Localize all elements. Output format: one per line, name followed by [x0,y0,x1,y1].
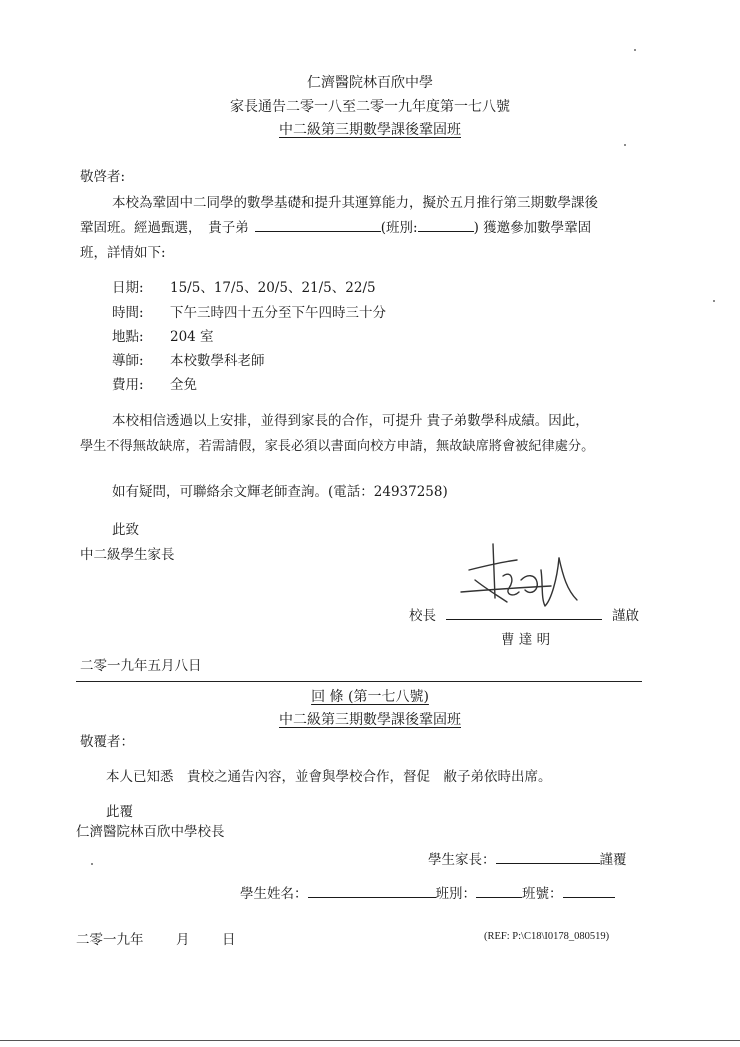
class-label: 班別： [435,886,476,902]
number-label: 班號： [522,886,563,902]
principal-label-text: 校長 [409,608,436,624]
detail-row-tutor [112,349,265,369]
para1-line2 [80,216,591,236]
scan-speck [91,863,93,865]
reply-subject [0,709,740,729]
detail-label: 導師: [112,353,144,369]
reply-date-year: 二零一九年 [76,932,144,948]
page-bottom-edge [0,1040,740,1041]
detail-label: 日期: [112,280,144,296]
principal-signature-line [446,607,602,620]
detail-value: 全免 [170,377,197,393]
para3-contact: 如有疑問，可聯絡余文輝老師查詢。(電話：24937258) [112,484,448,500]
tear-off-divider [76,681,642,682]
school-name: 仁濟醫院林百欣中學 [307,75,433,91]
closing: 此致 [112,522,139,538]
reply-recipient: 仁濟醫院林百欣中學校長 [76,824,225,840]
salutation: 敬啓者: [80,169,126,185]
detail-value: 204 室 [170,329,214,345]
reply-closing: 此覆 [106,804,133,820]
detail-label: 費用: [112,377,144,393]
student-name-label: 學生姓名： [240,886,308,902]
reply-date-month: 月 [176,932,190,948]
parent-signature-row [428,848,627,868]
recipient: 中二級學生家長 [80,547,175,563]
notice-date: 二零一九年五月八日 [80,658,202,674]
para1-line3: 班，詳情如下: [80,245,166,261]
notice-subject-text: 中二級第三期數學課後鞏固班 [279,122,461,138]
scan-speck [634,49,636,51]
detail-row-venue [112,325,214,345]
student-name-field [308,885,436,898]
para2-line1: 本校相信透過以上安排，並得到家長的合作，可提升 貴子弟數學科成績。因此， [112,413,589,429]
detail-row-time [112,301,386,321]
reply-title-text: 回 條 (第一七八號) [311,689,429,705]
class-blank [418,219,474,232]
principal-label [409,604,639,624]
para1-line2-b: (班別: [380,220,418,236]
student-info-row [240,882,615,902]
reply-text: 本人已知悉 貴校之通告內容，並會與學校合作，督促 敝子弟依時出席。 [106,769,552,785]
class-field [476,885,522,898]
notice-number: 家長通告二零一八至二零一九年度第一七八號 [230,99,510,115]
detail-row-date [112,276,376,296]
para1-line2-a: 鞏固班。經過甄選， 貴子弟 [80,220,249,236]
para1-line1: 本校為鞏固中二同學的數學基礎和提升其運算能力，擬於五月推行第三期數學課後 [112,195,598,211]
detail-label: 時間: [112,305,144,321]
para2-line2: 學生不得無故缺席，若需請假，家長必須以書面向校方申請，無故缺席將會被紀律處分。 [80,439,595,454]
reply-salutation: 敬覆者： [80,734,134,750]
scan-speck [713,300,715,302]
detail-value: 15/5、17/5、20/5、21/5、22/5 [170,280,376,296]
reply-date-day: 日 [222,932,236,948]
reference-code: (REF: P:\C18\I0178_080519) [484,931,610,942]
principal-name: 曹 達 明 [501,632,551,648]
detail-value: 下午三時四十五分至下午四時三十分 [170,305,386,321]
detail-row-fee [112,373,197,393]
scan-speck [624,144,626,146]
parent-label: 學生家長： [428,852,496,868]
student-name-blank [255,219,381,232]
number-field [563,885,615,898]
reply-subject-text: 中二級第三期數學課後鞏固班 [279,712,461,728]
detail-label: 地點: [112,329,144,345]
respect-text: 謹啟 [612,608,639,624]
parent-respect: 謹覆 [599,852,627,868]
parent-signature-blank [496,851,600,864]
reply-title [0,686,740,706]
para1-line2-c: ) 獲邀參加數學鞏固 [473,220,592,236]
notice-subject [0,119,740,139]
detail-value: 本校數學科老師 [170,353,265,369]
